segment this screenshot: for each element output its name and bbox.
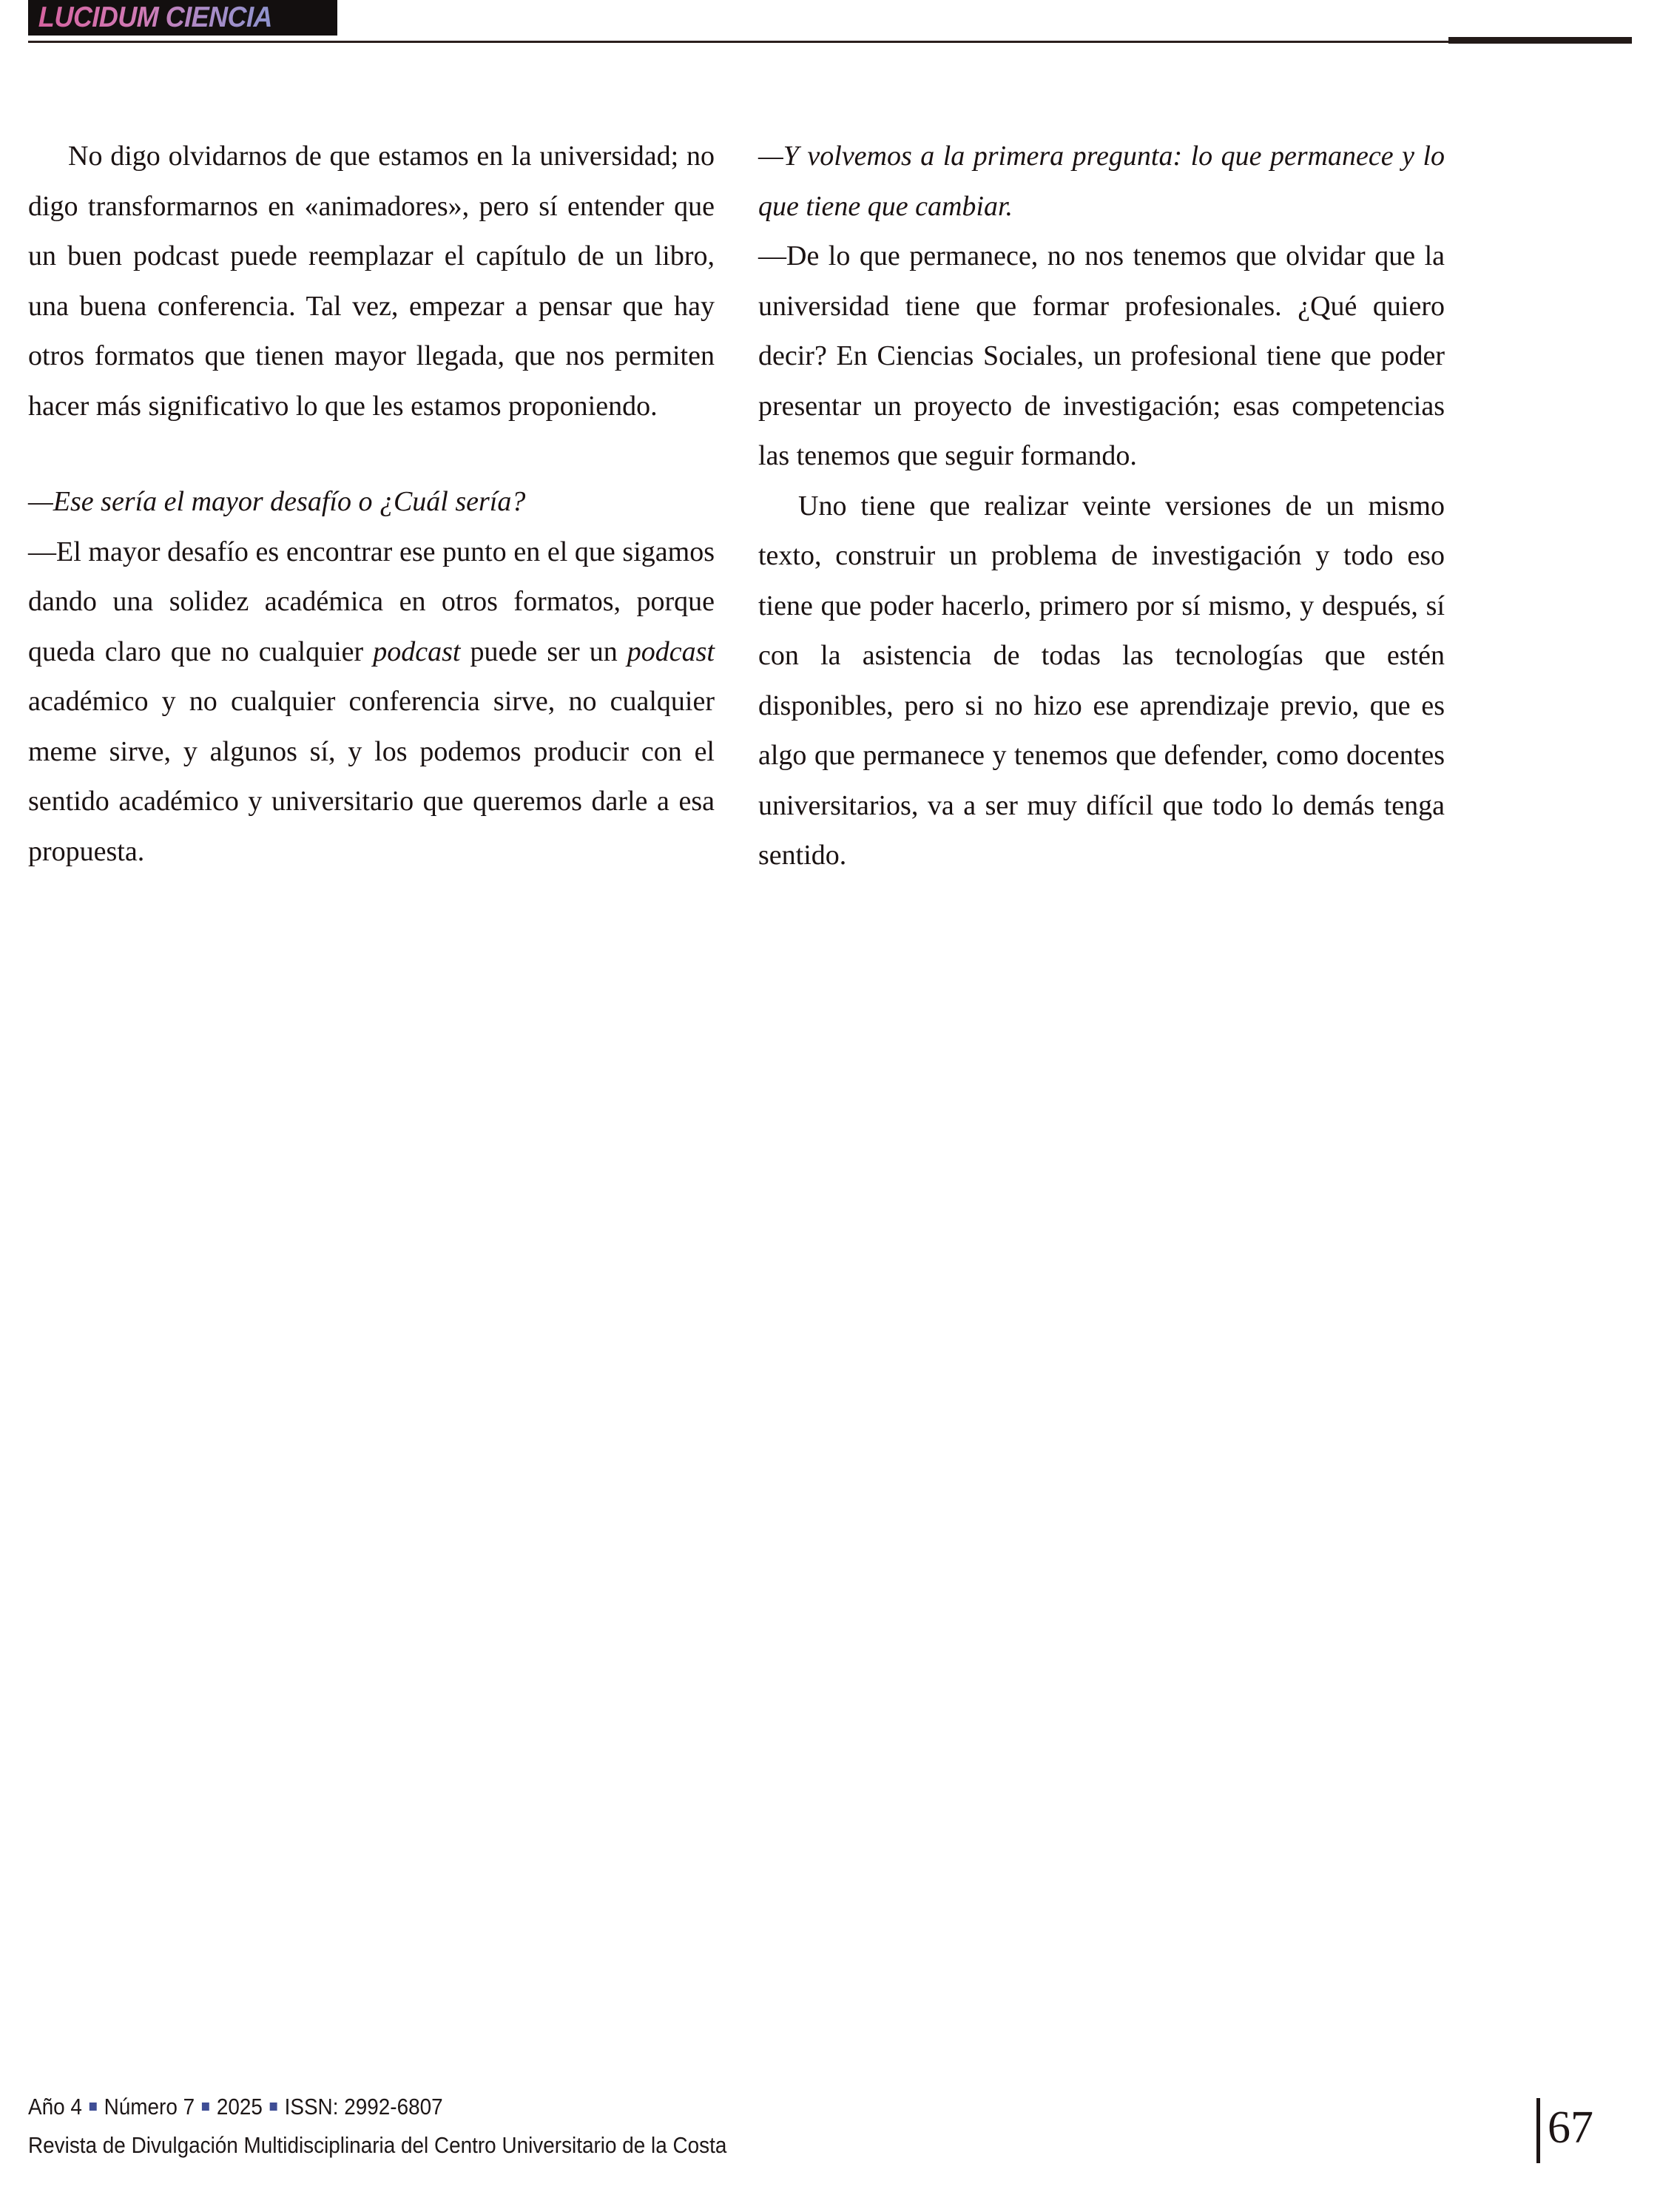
separator-square-icon [270, 2103, 277, 2111]
running-head [0, 0, 1660, 46]
paragraph-left-1: No digo olvidarnos de que estamos en la universidad; no digo transformarnos en «animadores», pero sí entender que un buen podcast puede reemplazar el capítulo de un libro, una buena conferencia. Tal vez, empezar a pensar que hay otros formatos que tienen mayor llegada, que nos permiten hacer más significativo lo que les estamos proponiendo. [28, 141, 715, 422]
column-right [758, 132, 1445, 881]
publication-title: LUCIDUM CIENCIA [38, 1, 273, 33]
header-rule-thick [1448, 37, 1632, 44]
separator-square-icon [202, 2103, 209, 2111]
answer-left-text-middle: puede ser un [460, 635, 627, 667]
header-rule-thin [28, 41, 1448, 43]
answer-left-italic-2: podcast [627, 635, 715, 667]
footer-issn: ISSN: 2992-6807 [284, 2094, 443, 2120]
footer-issue-line [28, 2088, 443, 2126]
page-footer [28, 2088, 1632, 2169]
page-number-rule [1536, 2098, 1540, 2163]
interview-answer-right: —De lo que permanece, no nos tenemos que olvidar que la universidad tiene que formar profesionales. ¿Qué quiero decir? En Ciencias Sociales, un profesional tiene que poder presentar un proyecto de investigación; esas competencias las tenemos que seguir formando. [758, 240, 1445, 471]
answer-left-italic-1: podcast [373, 635, 461, 667]
page-number: 67 [1548, 2103, 1593, 2153]
interview-question-right: —Y volvemos a la primera pregunta: lo que permanece y lo que tiene que cambiar. [758, 141, 1445, 222]
footer-subtitle: Revista de Divulgación Multidisciplinaria del Centro Universitario de la Costa [28, 2132, 727, 2158]
interview-question-left: —Ese sería el mayor desafío o ¿Cuál sería? [28, 486, 526, 517]
footer-issue: Número 7 [104, 2094, 195, 2120]
separator-square-icon [90, 2103, 97, 2111]
footer-year: Año 4 [28, 2094, 82, 2120]
footer-publication-year: 2025 [216, 2094, 263, 2120]
column-left [28, 132, 715, 881]
interview-answer-left [28, 527, 715, 877]
paragraph-right-2: Uno tiene que realizar veinte versiones de un mismo texto, construir un problema de investigación y todo eso tiene que poder hacerlo, primero por sí mismo, y después, sí con la asistencia de todas las tecnologías que estén disponibles, pero si no hizo ese aprendizaje previo, que es algo que permanece y tenemos que defender, como docentes universitarios, va a ser muy difícil que todo lo demás tenga sentido. [758, 490, 1445, 871]
article-body [28, 132, 1632, 881]
answer-left-text-before: —El mayor desafío es encontrar ese punto en el que sigamos dando una solidez académica en otros formatos, porque queda claro que no cualquier [28, 536, 715, 667]
answer-left-text-after: académico y no cualquier conferencia sirve, no cualquier meme sirve, y algunos sí, y los podemos producir con el sentido académico y universitario que queremos darle a esa propuesta. [28, 686, 715, 867]
